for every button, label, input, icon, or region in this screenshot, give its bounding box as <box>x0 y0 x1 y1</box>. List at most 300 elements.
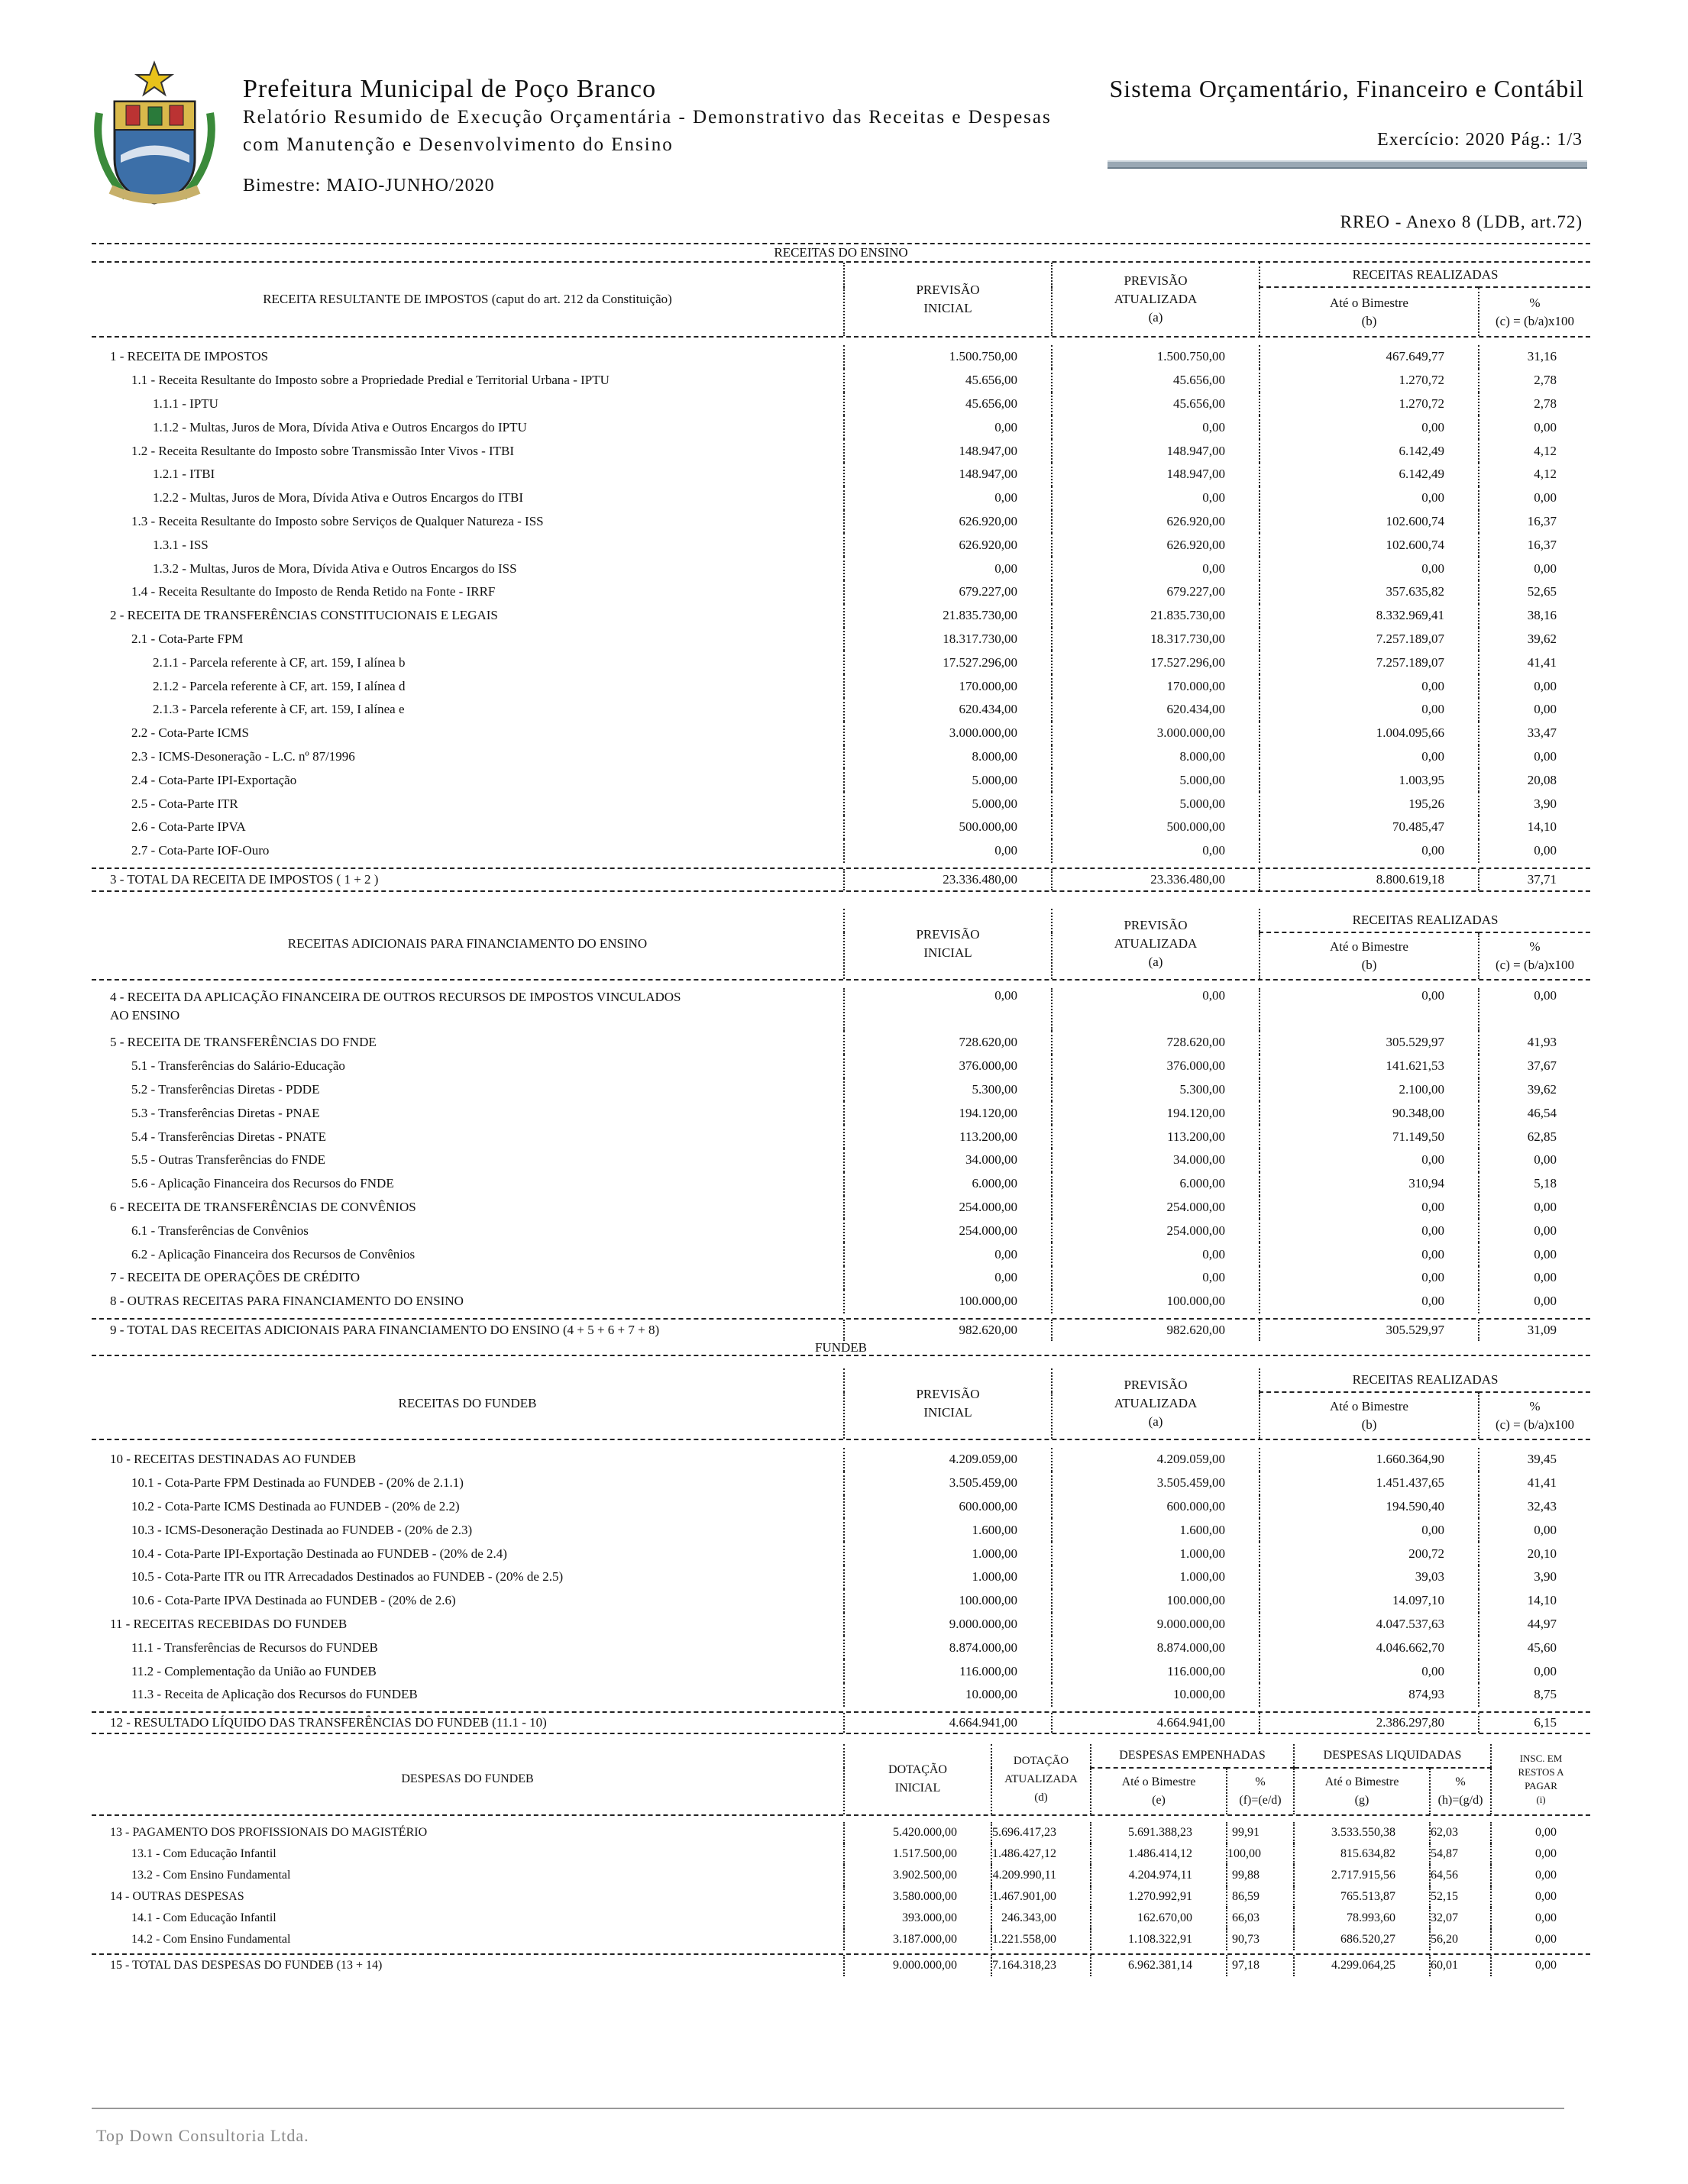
row-desc: 5.3 - Transferências Diretas - PNAE <box>92 1101 844 1125</box>
row-pct: 41,41 <box>1527 654 1557 670</box>
receitas-adicionais-header <box>92 909 1590 979</box>
row-prev-inicial: 3.505.459,00 <box>844 1472 1052 1495</box>
table-row <box>92 580 1590 604</box>
table-row <box>92 439 1590 463</box>
row-pct: 46,54 <box>1527 1105 1557 1120</box>
row-ate-bimestre: 0,00 <box>1260 1196 1479 1220</box>
bimestre-label: Bimestre: MAIO-JUNHO/2020 <box>243 176 495 195</box>
row-prev-inicial: 254.000,00 <box>844 1196 1052 1220</box>
row-restos: 0,00 <box>1535 1911 1557 1924</box>
row-ate-bimestre: 194.590,40 <box>1260 1495 1479 1519</box>
col-header-ate-bimestre: Até o Bimestre (b) <box>1260 1392 1479 1439</box>
row-prev-atualizada: 5.000,00 <box>1052 768 1260 792</box>
row-desc: 2.1 - Cota-Parte FPM <box>92 628 844 651</box>
row-liq-pct: 60,01 <box>1430 1955 1491 1976</box>
row-prev-atualizada: 6.000,00 <box>1052 1172 1260 1196</box>
row-prev-atualizada: 600.000,00 <box>1052 1495 1260 1519</box>
row-ate-bimestre: 8.332.969,41 <box>1260 604 1479 628</box>
col-header-pct: % (c) = (b/a)x100 <box>1495 295 1575 328</box>
total-prev-atualizada: 982.620,00 <box>1052 1320 1260 1341</box>
total-desc: 3 - TOTAL DA RECEITA DE IMPOSTOS ( 1 + 2 ) <box>92 869 844 890</box>
section-title-fundeb: FUNDEB <box>814 1339 867 1355</box>
col-header-realizadas: RECEITAS REALIZADAS <box>1260 1368 1590 1392</box>
total-pct: 6,15 <box>1534 1714 1557 1730</box>
row-prev-atualizada: 1.000,00 <box>1052 1565 1260 1589</box>
row-ate-bimestre: 305.529,97 <box>1260 1031 1479 1055</box>
row-dot-atualizada: 1.486.427,12 <box>991 1843 1091 1865</box>
row-liq-pct: 54,87 <box>1430 1843 1491 1865</box>
row-prev-atualizada: 148.947,00 <box>1052 439 1260 463</box>
row-ate-bimestre: 0,00 <box>1260 1290 1479 1313</box>
row-prev-inicial: 45.656,00 <box>844 393 1052 416</box>
row-desc: 7 - RECEITA DE OPERAÇÕES DE CRÉDITO <box>92 1266 844 1290</box>
row-prev-atualizada: 4.209.059,00 <box>1052 1448 1260 1472</box>
table-row <box>92 1955 1590 1976</box>
row-emp-pct: 99,91 <box>1227 1822 1294 1843</box>
row-prev-inicial: 194.120,00 <box>844 1101 1052 1125</box>
row-pct: 0,00 <box>1534 490 1557 506</box>
row-prev-atualizada: 3.000.000,00 <box>1052 722 1260 745</box>
row-pct: 0,00 <box>1534 1522 1557 1537</box>
row-desc: 10.6 - Cota-Parte IPVA Destinada ao FUNDEB - (20% de 2.6) <box>92 1589 844 1613</box>
row-desc: 1 - RECEITA DE IMPOSTOS <box>92 345 844 369</box>
row-prev-inicial: 1.500.750,00 <box>844 345 1052 369</box>
total-prev-inicial: 4.664.941,00 <box>844 1713 1052 1733</box>
row-pct: 0,00 <box>1534 988 1557 1003</box>
prefeitura-title: Prefeitura Municipal de Poço Branco <box>243 75 657 103</box>
table-row <box>92 415 1590 439</box>
row-liq-ate: 78.993,60 <box>1294 1908 1430 1929</box>
fundeb-section <box>92 1368 1590 1734</box>
row-ate-bimestre: 0,00 <box>1260 1149 1479 1172</box>
row-ate-bimestre: 14.097,10 <box>1260 1589 1479 1613</box>
row-desc: 1.4 - Receita Resultante do Imposto de Renda Retido na Fonte - IRRF <box>92 580 844 604</box>
row-ate-bimestre: 0,00 <box>1260 745 1479 769</box>
row-desc: 1.2.1 - ITBI <box>92 463 844 486</box>
fundeb-body <box>92 1448 1590 1707</box>
row-pct: 3,90 <box>1534 1569 1557 1585</box>
total-prev-inicial: 23.336.480,00 <box>844 869 1052 890</box>
col-header-desc: DESPESAS DO FUNDEB <box>92 1744 844 1814</box>
row-ate-bimestre: 195,26 <box>1260 792 1479 816</box>
row-prev-inicial: 8.874.000,00 <box>844 1636 1052 1659</box>
row-desc: 11.3 - Receita de Aplicação dos Recursos do FUNDEB <box>92 1683 844 1707</box>
row-pct: 3,90 <box>1534 796 1557 811</box>
row-liq-ate: 4.299.064,25 <box>1294 1955 1430 1976</box>
receitas-ensino-table <box>92 345 1590 863</box>
despesas-body <box>92 1822 1590 1950</box>
table-row <box>92 988 1590 1031</box>
row-prev-inicial: 620.434,00 <box>844 698 1052 722</box>
row-ate-bimestre: 1.451.437,65 <box>1260 1472 1479 1495</box>
row-desc-line2: AO ENSINO <box>110 1008 180 1023</box>
row-desc: 14.1 - Com Educação Infantil <box>92 1908 844 1929</box>
row-pct: 31,16 <box>1527 349 1557 364</box>
row-pct: 14,10 <box>1527 1593 1557 1608</box>
table-row <box>92 1589 1590 1613</box>
row-dot-inicial: 3.580.000,00 <box>844 1886 991 1908</box>
row-prev-inicial: 5.300,00 <box>844 1078 1052 1102</box>
row-dot-atualizada: 1.467.901,00 <box>991 1886 1091 1908</box>
row-pct: 8,75 <box>1534 1687 1557 1702</box>
row-prev-inicial: 0,00 <box>844 988 1052 1031</box>
receitas-adicionais-body <box>92 988 1590 1313</box>
row-pct: 4,12 <box>1534 443 1557 458</box>
row-ate-bimestre: 0,00 <box>1260 698 1479 722</box>
table-row <box>92 1172 1590 1196</box>
col-header-realizadas: RECEITAS REALIZADAS <box>1260 263 1590 287</box>
fundeb-table <box>92 1448 1590 1707</box>
despesas-total <box>92 1955 1590 1976</box>
section-title-receitas-ensino: RECEITAS DO ENSINO <box>774 245 908 260</box>
row-prev-atualizada: 100.000,00 <box>1052 1290 1260 1313</box>
row-prev-atualizada: 148.947,00 <box>1052 463 1260 486</box>
row-ate-bimestre: 70.485,47 <box>1260 816 1479 839</box>
row-ate-bimestre: 0,00 <box>1260 1266 1479 1290</box>
despesas-fundeb-section <box>92 1744 1590 1976</box>
row-prev-atualizada: 728.620,00 <box>1052 1031 1260 1055</box>
row-pct: 0,00 <box>1534 702 1557 717</box>
row-desc: 11 - RECEITAS RECEBIDAS DO FUNDEB <box>92 1613 844 1636</box>
report-title-line2: com Manutenção e Desenvolvimento do Ensino <box>243 134 674 155</box>
row-prev-atualizada: 10.000,00 <box>1052 1683 1260 1707</box>
row-dot-atualizada: 4.209.990,11 <box>991 1865 1091 1886</box>
row-prev-atualizada: 1.600,00 <box>1052 1518 1260 1542</box>
row-pct: 20,08 <box>1527 772 1557 787</box>
row-prev-inicial: 170.000,00 <box>844 674 1052 698</box>
row-ate-bimestre: 2.100,00 <box>1260 1078 1479 1102</box>
row-emp-pct: 97,18 <box>1227 1955 1294 1976</box>
row-dot-inicial: 393.000,00 <box>844 1908 991 1929</box>
table-row <box>92 557 1590 580</box>
table-row <box>92 1683 1590 1707</box>
row-pct: 39,45 <box>1527 1452 1557 1467</box>
row-emp-ate: 6.962.381,14 <box>1091 1955 1227 1976</box>
row-restos: 0,00 <box>1535 1933 1557 1946</box>
row-liq-pct: 56,20 <box>1430 1929 1491 1950</box>
row-dot-atualizada: 5.696.417,23 <box>991 1822 1091 1843</box>
row-liq-pct: 32,07 <box>1430 1908 1491 1929</box>
table-row <box>92 628 1590 651</box>
row-prev-inicial: 3.000.000,00 <box>844 722 1052 745</box>
row-ate-bimestre: 0,00 <box>1260 1242 1479 1266</box>
col-header-prev-inicial: PREVISÃO INICIAL <box>844 263 1052 336</box>
row-prev-atualizada: 8.874.000,00 <box>1052 1636 1260 1659</box>
row-ate-bimestre: 7.257.189,07 <box>1260 628 1479 651</box>
col-header-prev-atualizada: PREVISÃO ATUALIZADA (a) <box>1052 263 1260 336</box>
row-prev-atualizada: 0,00 <box>1052 1242 1260 1266</box>
row-pct: 0,00 <box>1534 561 1557 576</box>
row-prev-inicial: 0,00 <box>844 415 1052 439</box>
table-row <box>92 816 1590 839</box>
col-header-empenhadas: DESPESAS EMPENHADAS <box>1091 1744 1294 1768</box>
col-header-dot-inicial: DOTAÇÃO INICIAL <box>844 1744 991 1814</box>
row-prev-atualizada: 0,00 <box>1052 988 1260 1031</box>
total-desc: 12 - RESULTADO LÍQUIDO DAS TRANSFERÊNCIAS DO FUNDEB (11.1 - 10) <box>92 1713 844 1733</box>
row-prev-inicial: 4.209.059,00 <box>844 1448 1052 1472</box>
row-prev-inicial: 5.000,00 <box>844 792 1052 816</box>
row-emp-pct: 100,00 <box>1227 1843 1294 1865</box>
row-prev-atualizada: 194.120,00 <box>1052 1101 1260 1125</box>
col-header-liq-ate: Até o Bimestre (g) <box>1294 1768 1430 1814</box>
row-prev-atualizada: 45.656,00 <box>1052 393 1260 416</box>
row-prev-inicial: 8.000,00 <box>844 745 1052 769</box>
row-desc: 6.1 - Transferências de Convênios <box>92 1219 844 1242</box>
table-row <box>92 1886 1590 1908</box>
anexo-label: RREO - Anexo 8 (LDB, art.72) <box>1340 212 1583 231</box>
row-ate-bimestre: 874,93 <box>1260 1683 1479 1707</box>
row-ate-bimestre: 1.660.364,90 <box>1260 1448 1479 1472</box>
row-prev-atualizada: 18.317.730,00 <box>1052 628 1260 651</box>
row-pct: 20,10 <box>1527 1546 1557 1561</box>
table-row <box>92 1865 1590 1886</box>
col-header-realizadas: RECEITAS REALIZADAS <box>1260 909 1590 932</box>
row-ate-bimestre: 0,00 <box>1260 415 1479 439</box>
row-desc: 14.2 - Com Ensino Fundamental <box>92 1929 844 1950</box>
row-emp-pct: 90,73 <box>1227 1929 1294 1950</box>
total-pct: 31,09 <box>1527 1322 1557 1337</box>
table-row <box>92 1542 1590 1565</box>
row-prev-inicial: 0,00 <box>844 486 1052 510</box>
row-desc: 10 - RECEITAS DESTINADAS AO FUNDEB <box>92 1448 844 1472</box>
table-row <box>92 1078 1590 1102</box>
row-ate-bimestre: 0,00 <box>1260 674 1479 698</box>
receitas-ensino-header <box>92 263 1590 336</box>
table-row <box>92 1659 1590 1683</box>
despesas-header <box>92 1744 1590 1814</box>
row-dot-inicial: 3.187.000,00 <box>844 1929 991 1950</box>
row-pct: 2,78 <box>1534 373 1557 388</box>
row-prev-inicial: 148.947,00 <box>844 439 1052 463</box>
col-header-desc: RECEITAS DO FUNDEB <box>92 1368 844 1439</box>
row-pct: 16,37 <box>1527 537 1557 552</box>
row-desc: 10.5 - Cota-Parte ITR ou ITR Arrecadados Destinados ao FUNDEB - (20% de 2.5) <box>92 1565 844 1589</box>
table-row <box>92 1055 1590 1078</box>
row-prev-inicial: 254.000,00 <box>844 1219 1052 1242</box>
row-prev-atualizada: 376.000,00 <box>1052 1055 1260 1078</box>
row-dot-inicial: 1.517.500,00 <box>844 1843 991 1865</box>
fundeb-total <box>92 1713 1590 1733</box>
system-title: Sistema Orçamentário, Financeiro e Contábil <box>1109 75 1584 102</box>
row-restos: 0,00 <box>1535 1890 1557 1903</box>
row-prev-inicial: 10.000,00 <box>844 1683 1052 1707</box>
table-row <box>92 1266 1590 1290</box>
col-header-ate-bimestre: Até o Bimestre (b) <box>1260 932 1479 979</box>
row-prev-inicial: 21.835.730,00 <box>844 604 1052 628</box>
row-ate-bimestre: 0,00 <box>1260 839 1479 863</box>
row-desc: 5.1 - Transferências do Salário-Educação <box>92 1055 844 1078</box>
row-desc: 1.2.2 - Multas, Juros de Mora, Dívida Ativa e Outros Encargos do ITBI <box>92 486 844 510</box>
row-prev-inicial: 100.000,00 <box>844 1589 1052 1613</box>
row-pct: 0,00 <box>1534 748 1557 764</box>
row-pct: 39,62 <box>1527 631 1557 646</box>
row-desc: 2.1.3 - Parcela referente à CF, art. 159, I alínea e <box>92 698 844 722</box>
row-ate-bimestre: 1.003,95 <box>1260 768 1479 792</box>
col-header-liq-pct: % (h)=(g/d) <box>1430 1768 1491 1814</box>
row-pct: 14,10 <box>1527 819 1557 835</box>
row-prev-inicial: 17.527.296,00 <box>844 651 1052 674</box>
col-header-liquidadas: DESPESAS LIQUIDADAS <box>1294 1744 1491 1768</box>
row-desc: 2.5 - Cota-Parte ITR <box>92 792 844 816</box>
table-row <box>92 463 1590 486</box>
row-pct: 44,97 <box>1527 1616 1557 1631</box>
header-rule <box>1108 160 1587 169</box>
row-desc: 13.2 - Com Ensino Fundamental <box>92 1865 844 1886</box>
col-header-prev-atualizada: PREVISÃO ATUALIZADA (a) <box>1052 1368 1260 1439</box>
municipal-coat-of-arms-icon <box>84 60 225 208</box>
table-row <box>92 1843 1590 1865</box>
table-row <box>92 674 1590 698</box>
row-pct: 45,60 <box>1527 1640 1557 1655</box>
col-header-restos: INSC. EM RESTOS A PAGAR (i) <box>1518 1753 1564 1805</box>
row-prev-inicial: 728.620,00 <box>844 1031 1052 1055</box>
row-dot-inicial: 9.000.000,00 <box>844 1955 991 1976</box>
row-prev-atualizada: 254.000,00 <box>1052 1196 1260 1220</box>
row-emp-pct: 66,03 <box>1227 1908 1294 1929</box>
col-header-desc: RECEITA RESULTANTE DE IMPOSTOS (caput do art. 212 da Constituição) <box>92 263 844 336</box>
row-prev-atualizada: 113.200,00 <box>1052 1125 1260 1149</box>
table-row <box>92 839 1590 863</box>
row-prev-inicial: 9.000.000,00 <box>844 1613 1052 1636</box>
row-desc: 1.3 - Receita Resultante do Imposto sobre Serviços de Qualquer Natureza - ISS <box>92 510 844 534</box>
table-row <box>92 486 1590 510</box>
col-header-ate-bimestre: Até o Bimestre (b) <box>1260 287 1479 336</box>
row-prev-atualizada: 3.505.459,00 <box>1052 1472 1260 1495</box>
col-header-emp-ate: Até o Bimestre (e) <box>1091 1768 1227 1814</box>
table-row <box>92 1495 1590 1519</box>
table-row <box>92 1242 1590 1266</box>
row-prev-inicial: 116.000,00 <box>844 1659 1052 1683</box>
row-pct: 32,43 <box>1527 1498 1557 1514</box>
col-header-pct: % (c) = (b/a)x100 <box>1495 939 1575 973</box>
table-row <box>92 1822 1590 1843</box>
row-desc: 11.1 - Transferências de Recursos do FUNDEB <box>92 1636 844 1659</box>
row-emp-pct: 99,88 <box>1227 1865 1294 1886</box>
row-ate-bimestre: 39,03 <box>1260 1565 1479 1589</box>
row-ate-bimestre: 141.621,53 <box>1260 1055 1479 1078</box>
row-desc: 1.2 - Receita Resultante do Imposto sobre Transmissão Inter Vivos - ITBI <box>92 439 844 463</box>
row-desc: 2.7 - Cota-Parte IOF-Ouro <box>92 839 844 863</box>
row-prev-atualizada: 0,00 <box>1052 557 1260 580</box>
table-row <box>92 1613 1590 1636</box>
row-desc: 13.1 - Com Educação Infantil <box>92 1843 844 1865</box>
row-ate-bimestre: 1.004.095,66 <box>1260 722 1479 745</box>
row-pct: 0,00 <box>1534 1152 1557 1168</box>
total-pct: 37,71 <box>1527 871 1557 887</box>
row-ate-bimestre: 4.046.662,70 <box>1260 1636 1479 1659</box>
row-ate-bimestre: 467.649,77 <box>1260 345 1479 369</box>
row-prev-atualizada: 626.920,00 <box>1052 510 1260 534</box>
table-row <box>92 1290 1590 1313</box>
row-prev-atualizada: 0,00 <box>1052 415 1260 439</box>
row-pct: 0,00 <box>1534 1294 1557 1309</box>
table-row <box>92 345 1590 369</box>
row-ate-bimestre: 102.600,74 <box>1260 510 1479 534</box>
row-desc: 2.1.1 - Parcela referente à CF, art. 159, I alínea b <box>92 651 844 674</box>
row-pct: 41,41 <box>1527 1475 1557 1491</box>
row-liq-pct: 52,15 <box>1430 1886 1491 1908</box>
row-prev-inicial: 113.200,00 <box>844 1125 1052 1149</box>
row-prev-inicial: 34.000,00 <box>844 1149 1052 1172</box>
row-prev-atualizada: 254.000,00 <box>1052 1219 1260 1242</box>
row-desc: 1.1.1 - IPTU <box>92 393 844 416</box>
row-prev-atualizada: 679.227,00 <box>1052 580 1260 604</box>
receitas-ensino-body <box>92 345 1590 863</box>
row-prev-inicial: 679.227,00 <box>844 580 1052 604</box>
table-row <box>92 745 1590 769</box>
row-ate-bimestre: 7.257.189,07 <box>1260 651 1479 674</box>
row-dot-inicial: 5.420.000,00 <box>844 1822 991 1843</box>
receitas-ensino-total <box>92 869 1590 890</box>
row-desc: 5.4 - Transferências Diretas - PNATE <box>92 1125 844 1149</box>
row-emp-pct: 86,59 <box>1227 1886 1294 1908</box>
receitas-adicionais-section <box>92 909 1590 1356</box>
row-ate-bimestre: 1.270,72 <box>1260 369 1479 393</box>
row-prev-inicial: 500.000,00 <box>844 816 1052 839</box>
table-row <box>92 1196 1590 1220</box>
row-dot-atualizada: 7.164.318,23 <box>991 1955 1091 1976</box>
row-ate-bimestre: 357.635,82 <box>1260 580 1479 604</box>
row-emp-ate: 1.270.992,91 <box>1091 1886 1227 1908</box>
row-desc: 1.1 - Receita Resultante do Imposto sobre a Propriedade Predial e Territorial Urbana - IPTU <box>92 369 844 393</box>
row-emp-ate: 4.204.974,11 <box>1091 1865 1227 1886</box>
row-prev-atualizada: 500.000,00 <box>1052 816 1260 839</box>
row-prev-inicial: 18.317.730,00 <box>844 628 1052 651</box>
total-desc: 9 - TOTAL DAS RECEITAS ADICIONAIS PARA FINANCIAMENTO DO ENSINO (4 + 5 + 6 + 7 + 8) <box>92 1320 844 1341</box>
row-prev-inicial: 5.000,00 <box>844 768 1052 792</box>
row-restos: 0,00 <box>1535 1869 1557 1882</box>
row-liq-ate: 2.717.915,56 <box>1294 1865 1430 1886</box>
exercicio-page: Exercício: 2020 Pág.: 1/3 <box>1377 130 1583 150</box>
receitas-ensino-section <box>92 243 1590 892</box>
row-pct: 37,67 <box>1527 1058 1557 1074</box>
row-restos: 0,00 <box>1535 1847 1557 1860</box>
total-prev-atualizada: 23.336.480,00 <box>1052 869 1260 890</box>
row-prev-inicial: 1.600,00 <box>844 1518 1052 1542</box>
row-ate-bimestre: 0,00 <box>1260 1659 1479 1683</box>
row-ate-bimestre: 0,00 <box>1260 988 1479 1031</box>
row-prev-atualizada: 1.000,00 <box>1052 1542 1260 1565</box>
col-header-prev-inicial: PREVISÃO INICIAL <box>844 1368 1052 1439</box>
row-liq-ate: 765.513,87 <box>1294 1886 1430 1908</box>
row-desc: 2.4 - Cota-Parte IPI-Exportação <box>92 768 844 792</box>
row-prev-atualizada: 34.000,00 <box>1052 1149 1260 1172</box>
despesas-total-body <box>92 1955 1590 1976</box>
table-row <box>92 792 1590 816</box>
table-row <box>92 1031 1590 1055</box>
total-prev-atualizada: 4.664.941,00 <box>1052 1713 1260 1733</box>
row-ate-bimestre: 0,00 <box>1260 1518 1479 1542</box>
row-desc: 5.5 - Outras Transferências do FNDE <box>92 1149 844 1172</box>
row-prev-atualizada: 620.434,00 <box>1052 698 1260 722</box>
row-restos: 0,00 <box>1535 1826 1557 1839</box>
row-pct: 62,85 <box>1527 1129 1557 1144</box>
row-dot-atualizada: 246.343,00 <box>991 1908 1091 1929</box>
row-dot-atualizada: 1.221.558,00 <box>991 1929 1091 1950</box>
row-pct: 16,37 <box>1527 513 1557 528</box>
row-emp-ate: 1.486.414,12 <box>1091 1843 1227 1865</box>
receitas-adicionais-total <box>92 1320 1590 1341</box>
row-pct: 5,18 <box>1534 1176 1557 1191</box>
row-restos: 0,00 <box>1535 1959 1557 1972</box>
total-ate-bimestre: 2.386.297,80 <box>1260 1713 1479 1733</box>
row-desc: 2.3 - ICMS-Desoneração - L.C. nº 87/1996 <box>92 745 844 769</box>
footer-text: Top Down Consultoria Ltda. <box>96 2126 309 2145</box>
row-desc: 15 - TOTAL DAS DESPESAS DO FUNDEB (13 + 14) <box>92 1955 844 1976</box>
row-desc: 6 - RECEITA DE TRANSFERÊNCIAS DE CONVÊNIOS <box>92 1196 844 1220</box>
row-pct: 38,16 <box>1527 608 1557 623</box>
row-desc: 8 - OUTRAS RECEITAS PARA FINANCIAMENTO DO ENSINO <box>92 1290 844 1313</box>
